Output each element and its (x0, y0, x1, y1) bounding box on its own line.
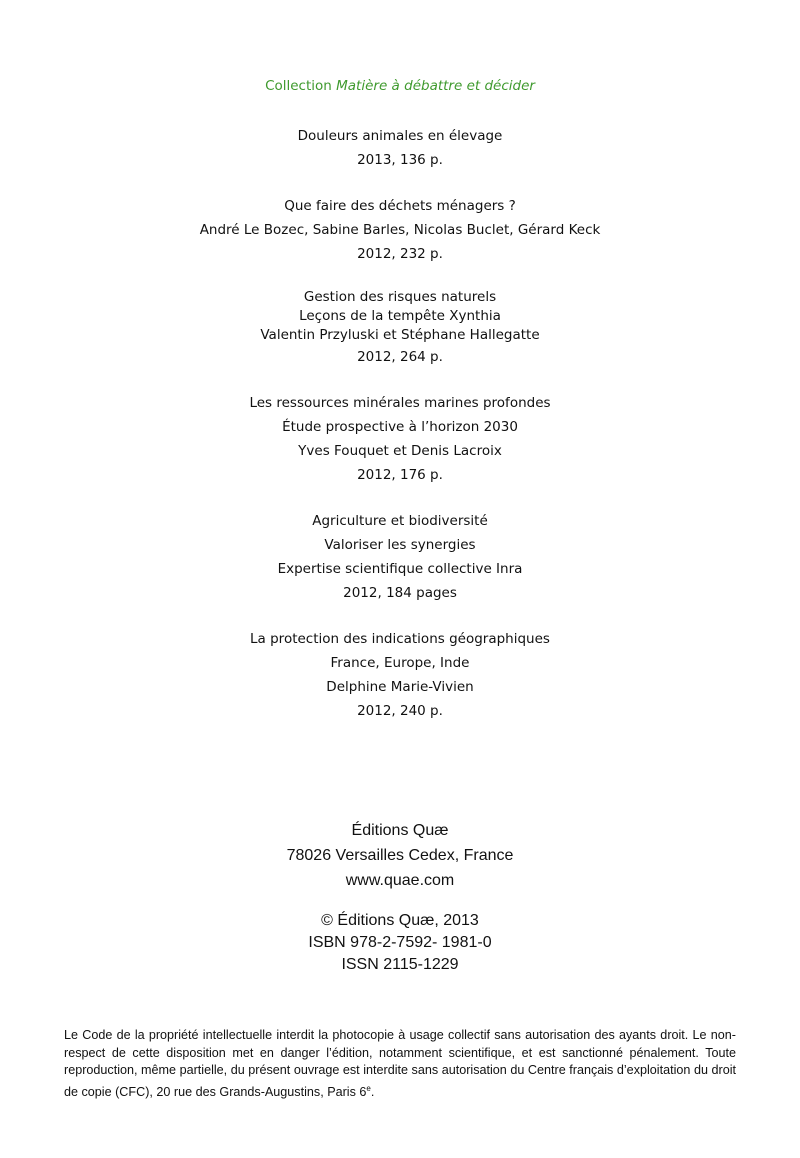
publisher-block (0, 818, 800, 893)
book-list (0, 124, 800, 745)
legal-text: Le Code de la propriété intellectuelle interdit la photocopie à usage collectif sans autorisation des ayants droit. Le non-respect de cette disposition met en danger l’édition, notamment scientifique, et est sanctionné pénalement. Toute reproduction, même partielle, du présent ouvrage est interdite sans autorisation du Centre français d’exploitation du droit de copie (CFC), 20 rue des Grands-Augustins, Paris 6 (64, 1028, 736, 1099)
legal-superscript: e (366, 1083, 371, 1093)
book-meta: 2012, 176 p. (357, 467, 443, 483)
book-entry (0, 627, 800, 723)
book-entry (0, 509, 800, 605)
book-entry (0, 124, 800, 172)
issn-line: ISSN 2115-1229 (341, 956, 459, 973)
publisher-name: Éditions Quæ (351, 822, 449, 839)
book-meta: 2012, 264 p. (357, 349, 443, 365)
isbn-line: ISBN 978-2-7592- 1981-0 (308, 934, 492, 951)
book-title: Les ressources minérales marines profondes (249, 395, 551, 411)
collection-heading (0, 78, 800, 94)
book-entry (0, 288, 800, 369)
legal-end: . (370, 1084, 375, 1099)
book-meta: 2013, 136 p. (357, 152, 443, 168)
collection-name: Matière à débattre et décider (336, 78, 535, 94)
publisher-website: www.quae.com (345, 872, 455, 889)
book-entry (0, 194, 800, 266)
book-authors: Delphine Marie-Vivien (326, 679, 474, 695)
book-subtitle: Leçons de la tempête Xynthia (299, 308, 501, 324)
book-authors: Expertise scientifique collective Inra (277, 561, 523, 577)
copyright-line: © Éditions Quæ, 2013 (321, 912, 479, 929)
book-authors: André Le Bozec, Sabine Barles, Nicolas Buclet, Gérard Keck (199, 222, 601, 238)
book-entry (0, 391, 800, 487)
publisher-address: 78026 Versailles Cedex, France (286, 847, 514, 864)
rights-block (0, 910, 800, 976)
book-meta: 2012, 184 pages (343, 585, 457, 601)
book-title: Gestion des risques naturels (303, 289, 497, 305)
book-subtitle: Étude prospective à l’horizon 2030 (282, 419, 518, 435)
book-meta: 2012, 240 p. (357, 703, 443, 719)
legal-notice (64, 1027, 736, 1101)
book-title: La protection des indications géographiques (250, 631, 550, 647)
book-authors: Yves Fouquet et Denis Lacroix (298, 443, 502, 459)
book-subtitle: France, Europe, Inde (330, 655, 470, 671)
book-meta: 2012, 232 p. (357, 246, 443, 262)
collection-prefix: Collection (265, 78, 332, 94)
book-subtitle: Valoriser les synergies (324, 537, 476, 553)
book-authors: Valentin Przyluski et Stéphane Hallegatte (260, 327, 540, 343)
book-title: Agriculture et biodiversité (312, 513, 488, 529)
book-title: Douleurs animales en élevage (297, 128, 503, 144)
book-title: Que faire des déchets ménagers ? (284, 198, 516, 214)
